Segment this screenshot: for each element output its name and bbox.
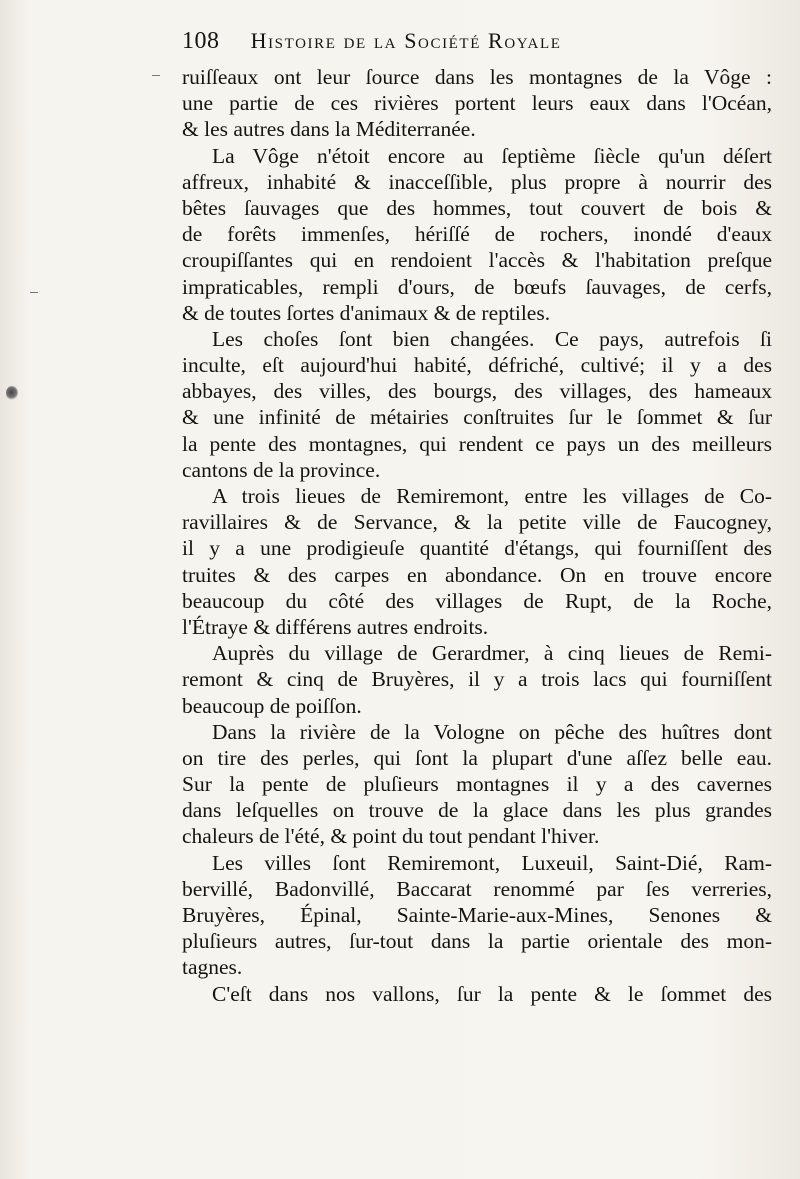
text-line: inculte, eſt aujourd'hui habité, défriché, cultivé; il y a des (182, 353, 772, 378)
text-line: cantons de la province. (182, 457, 381, 482)
text-line: impraticables, rempli d'ours, de bœufs ſauvages, de cerfs, (182, 274, 772, 299)
text-line: la pente des montagnes, qui rendent ce pays un des meilleurs (182, 431, 772, 456)
margin-blot (6, 386, 18, 400)
text-line: de forêts immenſes, hériſſé de rochers, inondé d'eaux (182, 222, 772, 247)
text-line: pluſieurs autres, ſur-tout dans la partie orientale des mon- (182, 929, 772, 954)
body-text (182, 64, 772, 1007)
text-line: croupiſſantes qui en rendoient l'accès & l'habitation preſque (182, 248, 772, 273)
text-line: Bruyères, Épinal, Sainte-Marie-aux-Mines, Senones & (182, 903, 772, 927)
text-line: C'eſt dans nos vallons, ſur la pente & le ſommet des (212, 981, 772, 1006)
text-line: Sur la pente de pluſieurs montagnes il y a des cavernes (182, 772, 772, 797)
running-head: Histoire de la Société Royale (250, 28, 562, 53)
text-line: beaucoup du côté des villages de Rupt, de la Roche, (182, 588, 772, 613)
text-line: abbayes, des villes, des bourgs, des villages, des hameaux (182, 379, 772, 404)
text-line: & les autres dans la Méditerranée. (182, 117, 476, 142)
text-line: & une infinité de métairies conſtruites ſur le ſommet & ſur (182, 405, 772, 430)
text-line: l'Étraye & différens autres endroits. (182, 614, 489, 639)
text-line: ruiſſeaux ont leur ſource dans les montagnes de la Vôge : (182, 65, 772, 89)
text-line: il y a une prodigieuſe quantité d'étangs, qui fourniſſent des (182, 536, 772, 561)
text-line: une partie de ces rivières portent leurs eaux dans l'Océan, (182, 91, 772, 116)
text-line: truites & des carpes en abondance. On en trouve encore (182, 562, 772, 587)
text-line: bervillé, Badonvillé, Baccarat renommé par ſes verreries, (182, 876, 772, 901)
margin-dash (152, 75, 160, 76)
text-line: on tire des perles, qui ſont la plupart d'une aſſez belle eau. (182, 745, 772, 770)
text-line: Les choſes ſont bien changées. Ce pays, autrefois ſi (212, 326, 772, 351)
text-line: chaleurs de l'été, & point du tout pendant l'hiver. (182, 824, 600, 849)
text-line: & de toutes ſortes d'animaux & de reptiles. (182, 300, 551, 325)
margin-dash (30, 292, 38, 293)
text-line: A trois lieues de Remiremont, entre les villages de Co- (212, 484, 772, 508)
text-line: remont & cinq de Bruyères, il y a trois lacs qui fourniſſent (182, 667, 772, 692)
text-line: beaucoup de poiſſon. (182, 693, 362, 718)
text-line: tagnes. (182, 955, 243, 980)
page-header (182, 28, 702, 62)
text-line: affreux, inhabité & inacceſſible, plus propre à nourrir des (182, 169, 772, 194)
text-line: La Vôge n'étoit encore au ſeptième ſiècle qu'un déſert (212, 143, 772, 168)
text-line: dans leſquelles on trouve de la glace dans les plus grandes (182, 798, 772, 823)
text-line: Dans la rivière de la Vologne on pêche des huîtres dont (212, 719, 772, 744)
text-line: Auprès du village de Gerardmer, à cinq lieues de Remi- (212, 641, 772, 666)
text-line: bêtes ſauvages que des hommes, tout couvert de bois & (182, 195, 772, 220)
text-line: Les villes ſont Remiremont, Luxeuil, Saint-Dié, Ram- (212, 850, 772, 875)
text-line: ravillaires & de Servance, & la petite ville de Faucogney, (182, 510, 772, 535)
page-number: 108 (182, 28, 220, 54)
